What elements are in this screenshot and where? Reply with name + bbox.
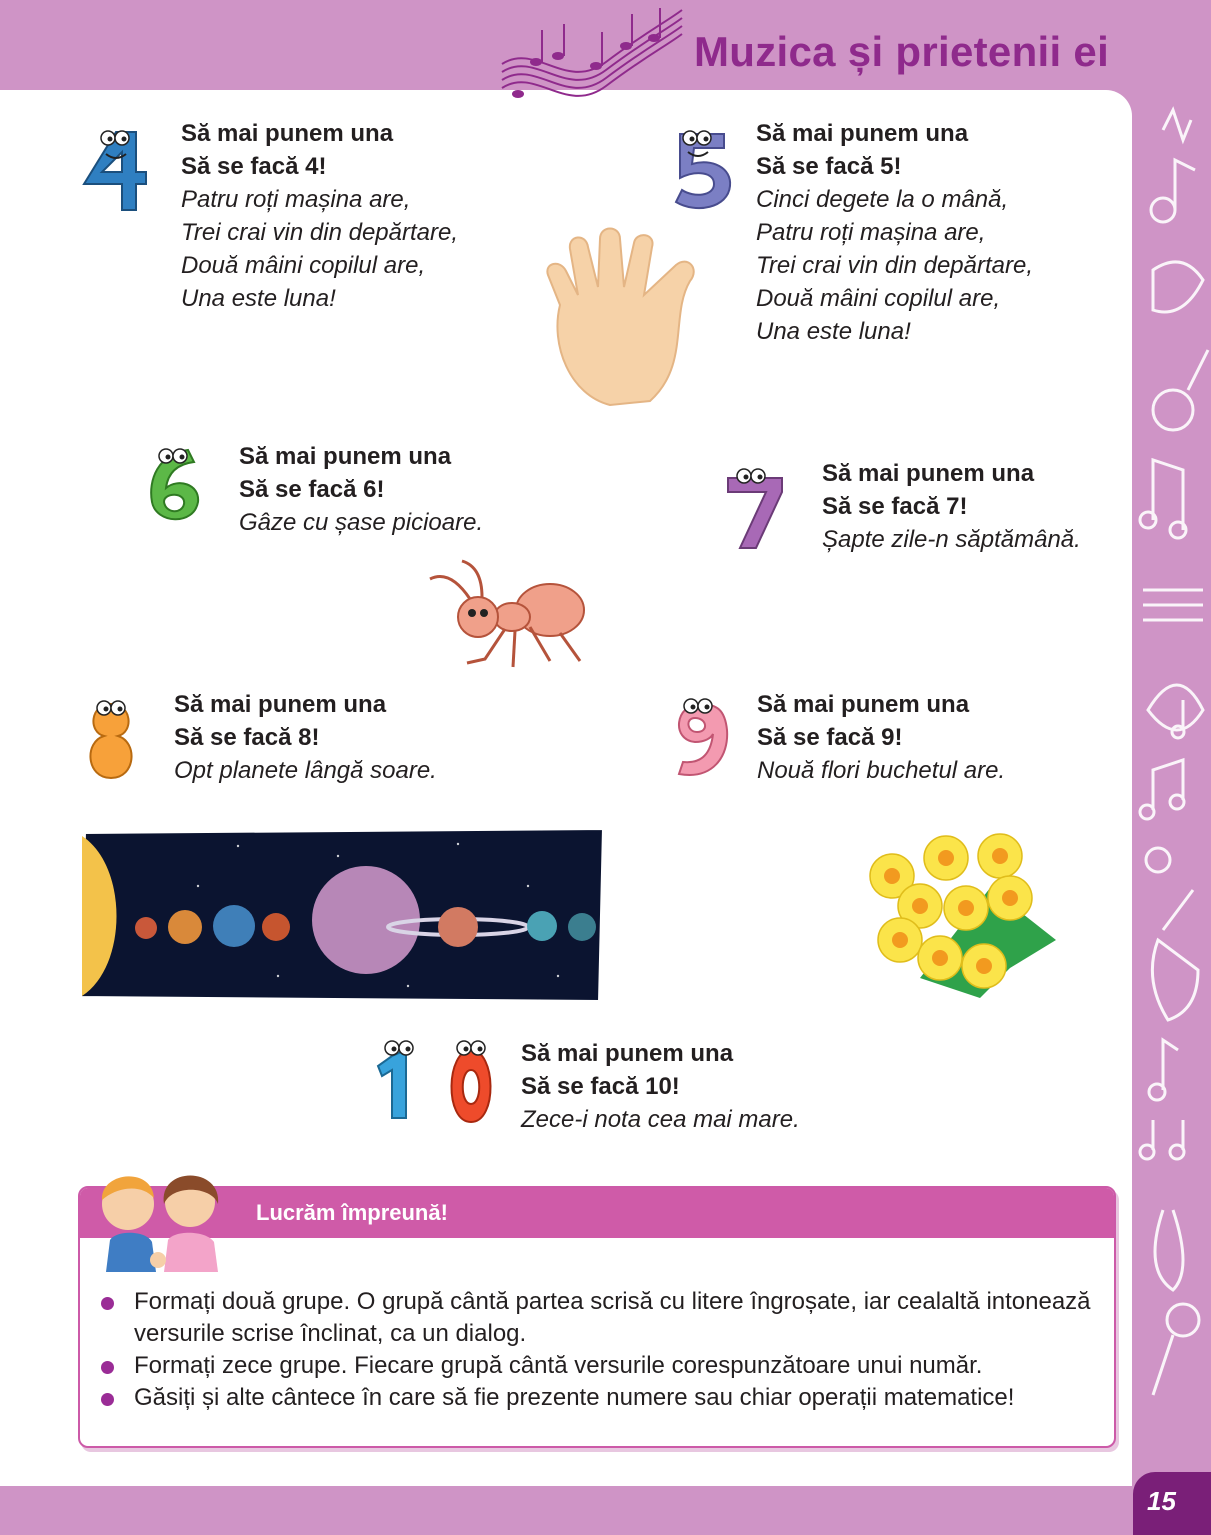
stanza-five (756, 117, 1033, 348)
stanza-line: Să mai punem una (757, 691, 970, 718)
stanza-four (181, 117, 458, 315)
number-eight-character (76, 692, 146, 784)
stanza-line: Să se facă 9! (757, 724, 903, 751)
stanza-ten (521, 1037, 800, 1136)
activity-title: Lucrăm împreună! (256, 1200, 448, 1225)
stanza-line: Cinci degete la o mână, (756, 186, 1009, 213)
stanza-line: Să mai punem una (174, 691, 387, 718)
music-notes-decoration (496, 2, 686, 110)
stanza-line: Nouă flori buchetul are. (757, 757, 1006, 784)
number-zero-character (436, 1036, 506, 1128)
list-item (98, 1286, 1108, 1350)
stanza-line: Să se facă 10! (521, 1073, 680, 1100)
stanza-line: Să se facă 6! (239, 476, 385, 503)
stanza-line: Una este luna! (181, 285, 336, 312)
ant-illustration (420, 555, 600, 675)
stanza-nine (757, 688, 1005, 787)
stanza-line: Două mâini copilul are, (756, 285, 1001, 312)
stanza-line: Să mai punem una (521, 1040, 734, 1067)
activity-item-text: Formați două grupe. O grupă cântă partea scrisă cu litere îngroșate, iar cealaltă intonează versurile scrise înclinat, ca un dialog. (134, 1288, 1091, 1347)
stanza-line: Să se facă 7! (822, 493, 968, 520)
list-item (98, 1350, 1108, 1382)
children-handshake-illustration (86, 1160, 236, 1272)
stanza-line: Să mai punem una (822, 460, 1035, 487)
stanza-line: Trei crai vin din depărtare, (756, 252, 1034, 279)
activity-item-text: Formați zece grupe. Fiecare grupă cântă versurile corespunzătoare unui număr. (134, 1352, 983, 1379)
number-one-character (362, 1036, 434, 1128)
stanza-line: Să se facă 5! (756, 153, 902, 180)
stanza-line: Gâze cu șase picioare. (239, 509, 484, 536)
hand-illustration (540, 225, 730, 410)
stanza-eight (174, 688, 437, 787)
stanza-line: Una este luna! (756, 318, 911, 345)
stanza-line: Să mai punem una (756, 120, 969, 147)
stanza-line: Să mai punem una (239, 443, 452, 470)
stanza-six (239, 440, 483, 539)
stanza-line: Patru roți mașina are, (181, 186, 411, 213)
stanza-line: Patru roți mașina are, (756, 219, 986, 246)
stanza-line: Trei crai vin din depărtare, (181, 219, 459, 246)
solar-system-illustration (78, 826, 608, 1006)
bullet-icon (101, 1361, 114, 1374)
daffodil-bouquet-illustration (860, 828, 1060, 1000)
stanza-line: Două mâini copilul are, (181, 252, 426, 279)
bullet-icon (101, 1297, 114, 1310)
number-six-character (138, 440, 213, 530)
stanza-line: Opt planete lângă soare. (174, 757, 437, 784)
stanza-seven (822, 457, 1081, 556)
stanza-line: Zece-i nota cea mai mare. (521, 1106, 800, 1133)
list-item (98, 1382, 1108, 1414)
page-title: Muzica și prietenii ei (694, 28, 1110, 75)
number-five-character (662, 124, 742, 214)
stanza-line: Să se facă 8! (174, 724, 320, 751)
stanza-line: Să mai punem una (181, 120, 394, 147)
stanza-line: Șapte zile-n săptămână. (822, 526, 1081, 553)
bullet-icon (101, 1393, 114, 1406)
activity-list (98, 1286, 1108, 1414)
number-seven-character (712, 462, 797, 552)
page-number: 15 (1147, 1486, 1176, 1516)
sidebar-music-doodles (1133, 90, 1211, 1470)
number-four-character (78, 122, 158, 217)
number-nine-character (655, 690, 740, 782)
activity-item-text: Găsiți și alte cântece în care să fie prezente numere sau chiar operații matematice! (134, 1384, 1015, 1411)
stanza-line: Să se facă 4! (181, 153, 327, 180)
